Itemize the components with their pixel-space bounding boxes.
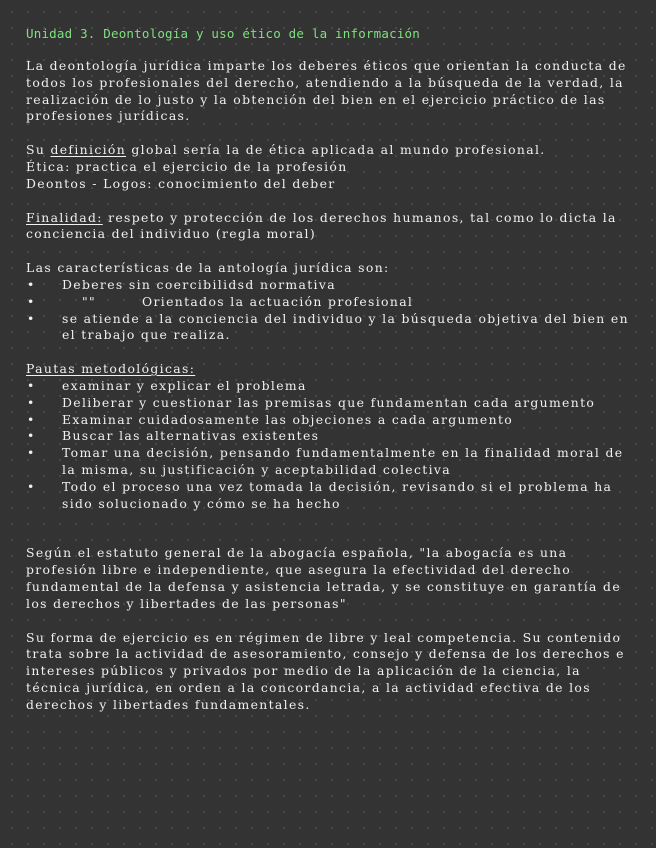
bullet-icon: • — [27, 411, 36, 427]
list-item: • Tomar una decisión, pensando fundamentalmente en la finalidad moral de la misma, su justificación y aceptabilidad colectiva — [27, 445, 624, 477]
finalidad-text: respeto y protección de los derechos humanos, tal como lo dicta la conciencia del individuo (regla moral) — [26, 209, 617, 242]
etica-line: Ética: practica el ejercicio de la profesión — [26, 158, 348, 174]
bullet-icon: • — [27, 377, 36, 393]
pautas-list — [26, 378, 636, 512]
page-title: Unidad 3. Deontología y uso ético de la información — [26, 26, 421, 41]
bullet-icon: • — [27, 310, 36, 326]
definition-line — [26, 142, 636, 159]
definition-prefix: Su — [26, 142, 51, 158]
bullet-icon: • — [27, 293, 36, 309]
estatuto-paragraph: Según el estatuto general de la abogacía española, "la abogacía es una profesión libre e independiente, que asegura la efectividad del derecho fundamental de la defensa y asistencia letrada, y se constituye en garantía de los derechos y libertades de las personas" — [26, 545, 622, 611]
bullet-icon: • — [27, 428, 36, 444]
finalidad-term: Finalidad: — [26, 209, 103, 225]
bullet-icon: • — [27, 394, 36, 410]
bullet-icon: • — [27, 445, 36, 461]
spacer — [26, 512, 636, 545]
list-item: • se atiende a la conciencia del individuo y la búsqueda objetiva del bien en el trabajo que realiza. — [27, 310, 629, 343]
bullet-icon: • — [27, 478, 36, 494]
pautas-heading: Pautas metodológicas: — [26, 361, 196, 377]
bullet-icon: • — [27, 276, 36, 292]
list-item: • Examinar cuidadosamente las objeciones a cada argumento — [27, 411, 514, 427]
definition-term: definición — [50, 142, 127, 158]
caracteristicas-section — [26, 260, 636, 344]
list-item: • Buscar las alternativas existentes — [27, 428, 320, 444]
caracteristicas-heading: Las características de la antología jurídica son: — [26, 260, 390, 276]
list-item: • examinar y explicar el problema — [27, 377, 307, 393]
finalidad-paragraph — [26, 210, 636, 244]
ditto-mark: "" — [82, 293, 97, 309]
definition-section — [26, 142, 636, 192]
ejercicio-paragraph: Su forma de ejercicio es en régimen de libre y leal competencia. Su contenido trata sobre la actividad de asesoramiento, consejo y defensa de los derechos e intereses públicos y privados por medio de la aplicación de la ciencia, la técnica jurídica, en orden a la concordancia, a la actividad efectiva de los derechos y libertades fundamentales. — [26, 629, 625, 712]
list-item: • Deliberar y cuestionar las premisas que fundamentan cada argumento — [27, 394, 596, 410]
list-item: • "" Orientados la actuación profesional — [27, 293, 414, 309]
intro-paragraph: La deontología jurídica imparte los deberes éticos que orientan la conducta de todos los profesionales del derecho, atendiendo a la búsqueda de la verdad, la realización de lo justo y la obtención del bien en el ejercicio práctico de las profesiones jurídicas. — [26, 58, 627, 124]
definition-rest: global sería la de ética aplicada al mundo profesional. — [126, 142, 546, 158]
deontos-line: Deontos - Logos: conocimiento del deber — [26, 175, 336, 191]
caracteristicas-list — [26, 277, 636, 344]
list-item: • Todo el proceso una vez tomada la decisión, revisando si el problema ha sido solucionado y cómo se ha hecho — [27, 478, 613, 511]
pautas-section — [26, 361, 636, 512]
list-item: • Deberes sin coercibilidsd normativa — [27, 276, 336, 292]
